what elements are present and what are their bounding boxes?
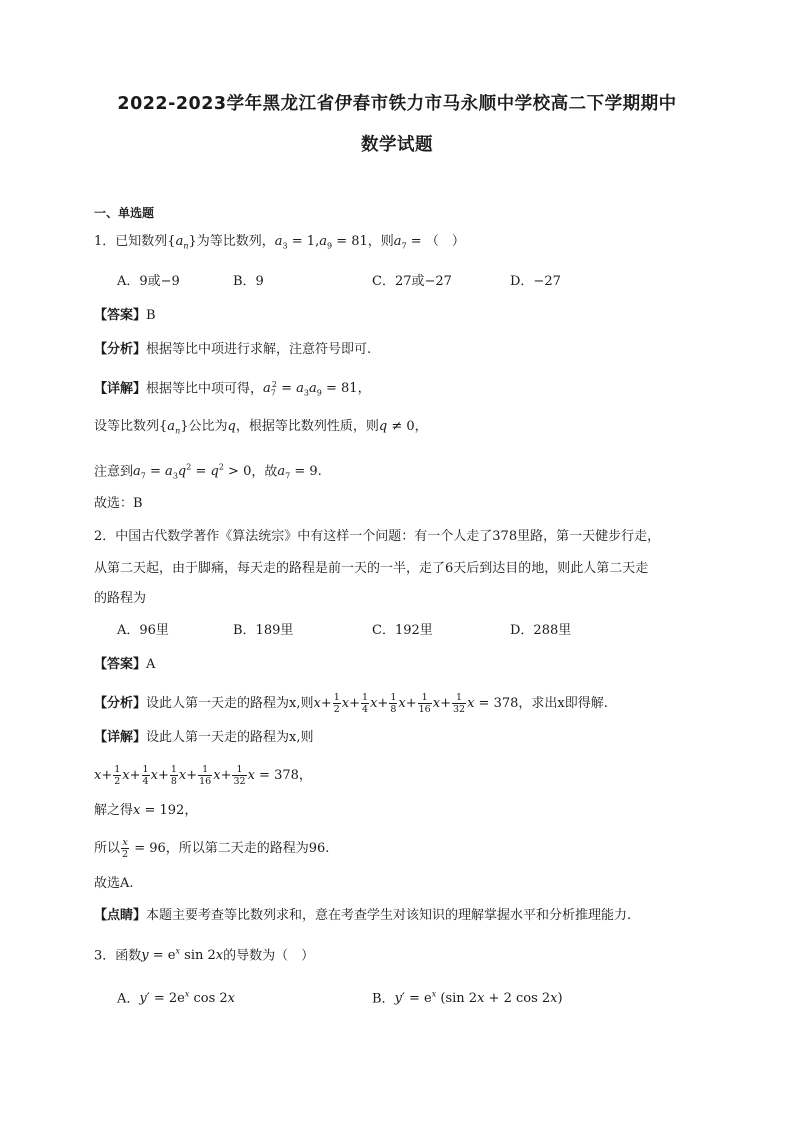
q2-so-a: 所以: [94, 841, 121, 856]
q2-stem-line2: 从第二天起，由于脚痛，每天走的路程是前一天的一半，走了6天后到达目的地，则此人第二天走: [94, 561, 649, 576]
q2-option-a: A．96里: [117, 623, 169, 638]
q3-stem-b: 的导数为（ ）: [223, 948, 315, 964]
q2-option-c: C．192里: [372, 623, 433, 638]
q2-detail-tag: 【详解】: [94, 730, 147, 745]
q2-answer-value: A: [146, 657, 156, 672]
q1-formula-target: $a_7$ =: [393, 234, 426, 251]
doc-title-line2: 数学试题: [361, 135, 433, 155]
q2-stem-line1: 2．中国古代数学著作《算法统宗》中有这样一个问题：有一个人走了378里路，第一天健步行走，: [94, 529, 661, 544]
q1-formula-given: $a_3 = 1,a_9 = 81$: [274, 234, 368, 251]
q2-solve: [94, 802, 197, 820]
q1-conclusion: 故选：B: [94, 496, 143, 511]
q1-analysis-tag: 【分析】: [94, 342, 147, 357]
q1-formula-mean: $a_7^2 = a_3a_9 = 81$，: [263, 380, 371, 398]
q1-formula-a7: $a_7 = a_3q^2 = q^2 > 0$: [133, 463, 252, 481]
q1-detail-text: 根据等比中项可得，: [146, 381, 264, 397]
section-heading: 一、单选题: [94, 206, 155, 220]
q3-option-b-formula: $y' = e^x$ (sin 2x + 2 cos 2x): [394, 990, 563, 1007]
q3-option-a-formula: $y' = 2e^x$ cos 2x: [139, 990, 236, 1007]
q1-line3-a: 注意到: [94, 464, 134, 480]
q2-answer-tag: 【答案】: [94, 657, 147, 672]
q3-option-a-label: A．: [117, 991, 140, 1007]
q1-option-a: A．9或−9: [117, 274, 180, 289]
q2-answer: [94, 656, 155, 674]
q1-detail: [94, 376, 371, 403]
q3-stem: [94, 943, 314, 965]
q1-option-d: D．−27: [510, 274, 561, 289]
q2-formula-x: x = 192，: [133, 803, 198, 818]
q1-detail-line2: [94, 418, 428, 441]
q3-stem-a: 3．函数: [94, 948, 142, 964]
q1-analysis: [94, 341, 371, 359]
q3-option-b-label: B．: [372, 991, 395, 1007]
q2-formula-sum: x+ $\frac{1}{2}$ x+ $\frac{1}{4}$ x+ $\frac{1}{8}$ x+ $\frac{1}{16}$ x+ $\frac{1}{32}$ x = 378: [313, 692, 519, 715]
q1-formula-q: q: [227, 419, 236, 434]
q1-line2-b: 公比为: [188, 419, 228, 434]
q2-analysis: [94, 691, 608, 717]
q1-answer-tag: 【答案】: [94, 308, 147, 323]
q1-detail-line3: [94, 459, 322, 486]
q1-line2-a: 设等比数列: [94, 419, 160, 434]
q2-comment-text: 本题主要考查等比数列求和，意在考查学生对该知识的理解掌握水平和分析推理能力.: [146, 908, 632, 923]
q2-conclusion: 故选A.: [94, 876, 134, 891]
q2-comment: [94, 907, 631, 925]
q1-stem-mid: 为等比数列，: [196, 234, 275, 249]
q1-formula-seq2: $\{a_n\}$: [159, 419, 189, 436]
q1-line2-c: ，根据等比数列性质，则: [235, 419, 379, 434]
q2-so: [94, 836, 329, 862]
q2-detail-text: 设此人第一天走的路程为x,则: [146, 730, 314, 745]
q2-analysis-tag: 【分析】: [94, 696, 147, 711]
q3-option-a: [117, 986, 235, 1008]
q2-option-d: D．288里: [510, 623, 572, 638]
q2-comment-tag: 【点睛】: [94, 908, 147, 923]
q1-stem-num: 1．已知数列: [94, 234, 168, 249]
q1-answer: [94, 307, 156, 325]
q1-option-b: B．9: [233, 274, 264, 289]
q2-stem-line3: 的路程为: [94, 591, 147, 606]
q1-stem-tail: （ ）: [425, 234, 465, 249]
q3-option-b: [372, 986, 563, 1008]
q1-detail-tag: 【详解】: [94, 381, 147, 397]
q1-formula-qneq: q ≠ 0，: [378, 419, 428, 434]
q2-so-b: ，所以第二天走的路程为96.: [165, 841, 330, 856]
q2-formula-half: $\frac{x}{2}$ = 96: [122, 837, 166, 860]
q2-option-b: B．189里: [233, 623, 294, 638]
doc-title-line1: 2022-2023学年黑龙江省伊春市铁力市马永顺中学校高二下学期期中: [117, 94, 677, 114]
q1-option-c: C．27或−27: [372, 274, 452, 289]
q1-answer-value: B: [146, 308, 156, 323]
q1-analysis-text: 根据等比中项进行求解，注意符号即可.: [146, 342, 372, 357]
q1-line3-b: ，故: [251, 464, 278, 480]
q2-analysis-b: ，求出x即得解.: [518, 696, 608, 711]
q1-stem: [94, 233, 465, 256]
q2-analysis-a: 设此人第一天走的路程为x,则: [146, 696, 314, 711]
q1-stem-end: ，则: [367, 234, 394, 249]
q2-detail: [94, 729, 313, 747]
q1-formula-result: $a_7 = 9$.: [277, 464, 322, 481]
q2-detail-equation: x+ $\frac{1}{2}$ x+ $\frac{1}{4}$ x+ $\frac{1}{8}$ x+ $\frac{1}{16}$ x+ $\frac{1}{32}$ x = 378，: [94, 764, 312, 787]
q2-solve-a: 解之得: [94, 803, 134, 818]
q1-formula-seq: $\{a_n\}$: [167, 234, 197, 251]
q3-formula-func: $y = e^x$ sin 2x: [141, 947, 224, 964]
